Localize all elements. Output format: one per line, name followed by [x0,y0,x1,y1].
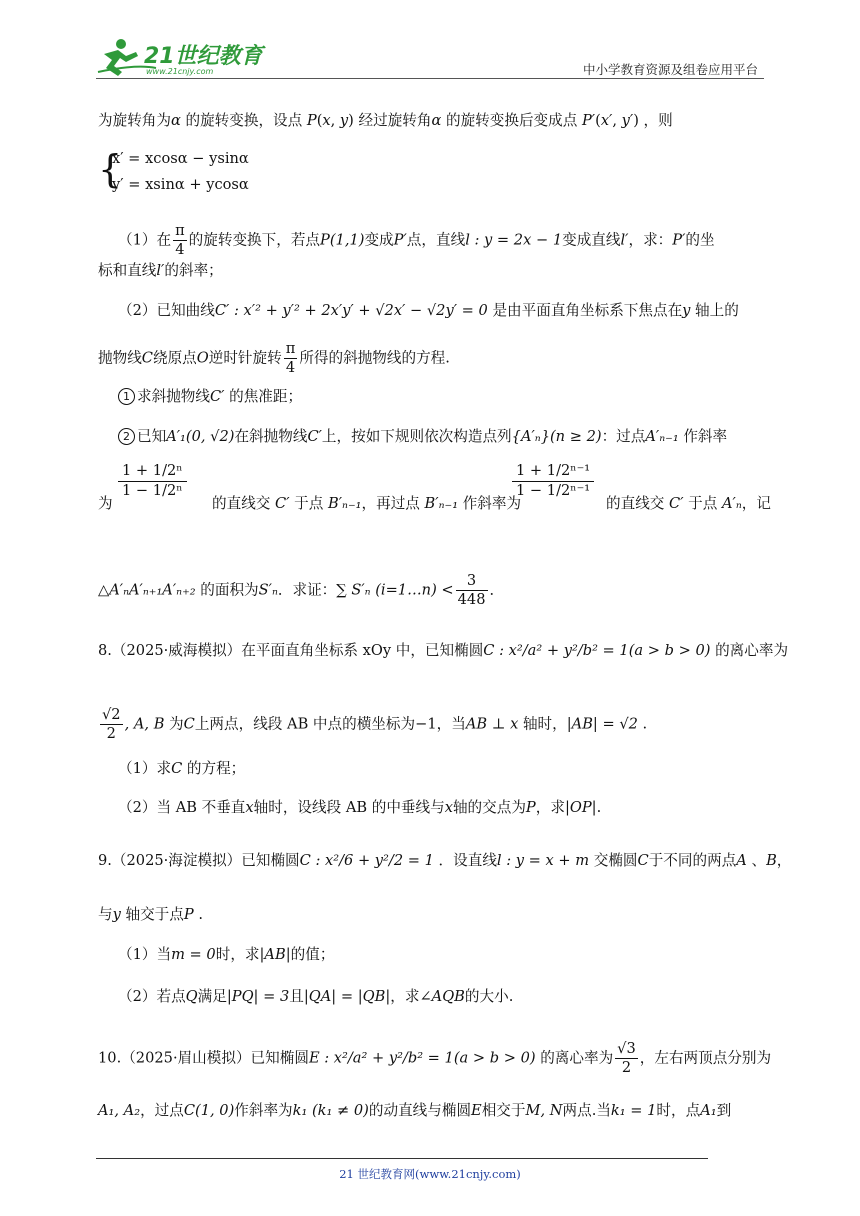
p7-sub2-line2: 的直线交 C′ 于点 B′ₙ₋₁，再过点 B′ₙ₋₁ 作斜率为 [212,495,522,512]
slope-fraction-b: $\frac{\text{1 + 1/2ⁿ⁻¹}}{\text{1 − 1/2ⁿ⁻¹}}$ [512,462,594,499]
site-logo [96,36,266,78]
p7-q2-line1: （2）已知曲线C′ : x′² + y′² + 2x′y′ + √2x′ − √2y′ = 0 是由平面直角坐标系下焦点在y 轴上的 [118,302,739,319]
slope-fraction-a: $\frac{\text{1 + 1/2ⁿ}}{\text{1 − 1/2ⁿ}}$ [118,462,187,499]
logo-text: 21世纪教育 [144,44,263,69]
p8-line2: $\frac{√2}{2}$ , A, B 为C上两点，线段 AB 中点的横坐标为−1，当AB ⊥ x 轴时，|AB| = √2 . [102,706,648,742]
p7-q1-line1: （1）在 $\frac{\pi}{4}$ 的旋转变换下，若点P(1,1)变成P′点，直线l : y = 2x − 1变成直线l′，求：P′的坐 [118,222,715,258]
p10-line2: A₁, A₂，过点C(1, 0)作斜率为k₁ (k₁ ≠ 0)的动直线与椭圆E相交于M, N两点.当k₁ = 1时，点A₁到 [98,1102,732,1119]
runner-logo-icon [96,36,266,78]
p9-q2: （2）若点Q满足|PQ| = 3且|QA| = |QB|，求∠AQB的大小. [118,988,514,1005]
eq-2: y′ = xsinα + ycosα [112,176,249,193]
header-platform-text: 中小学教育资源及组卷应用平台 [582,62,758,77]
p9-line2: 与y 轴交于点P . [98,906,203,923]
p7-sub2-line2b: 的直线交 C′ 于点 A′ₙ，记 [606,495,771,512]
p9-q1: （1）当m = 0时，求|AB|的值； [118,946,335,963]
p7-q2-line2: 抛物线C绕原点O逆时针旋转 $\frac{\pi}{4}$ 所得的斜抛物线的方程. [98,340,450,376]
p9-line1: 9.（2025·海淀模拟）已知椭圆C : x²/6 + y²/2 = 1 ．设直线l : y = x + m 交椭圆C于不同的两点A 、B， [98,852,792,869]
p7-sub2-wei: 为 [98,495,113,512]
footer-divider [96,1158,708,1159]
p8-line1: 8.（2025·威海模拟）在平面直角坐标系 xOy 中，已知椭圆C : x²/a² + y²/b² = 1(a > b > 0) 的离心率为 [98,642,789,659]
header-divider [96,78,764,79]
p8-q1: （1）求C 的方程； [118,760,246,777]
p10-line1: 10.（2025·眉山模拟）已知椭圆E : x²/a² + y²/b² = 1(a > b > 0) 的离心率为 $\frac{√3}{2}$ ，左右两顶点分别为 [98,1040,772,1076]
p7-sub2-line3: △A′ₙA′ₙ₊₁A′ₙ₊₂ 的面积为S′ₙ．求证：∑ S′ₙ (i=1…n) < $\frac{3}{448}$ ． [98,572,505,608]
p8-q2: （2）当 AB 不垂直x轴时，设线段 AB 的中垂线与x轴的交点为P，求|OP|. [118,799,602,816]
p7-q1-line2: 标和直线l′的斜率； [98,262,223,279]
logo-url: www.21cnjy.com [146,67,214,76]
p7-intro: 为旋转角为α 的旋转变换，设点 P(x, y) 经过旋转角α 的旋转变换后变成点 P′(x′, y′) ，则 [98,112,673,129]
p7-sub1: 1 求斜抛物线C′ 的焦准距； [118,386,302,408]
footer-link[interactable]: 21 世纪教育网(www.21cnjy.com) [339,1167,521,1181]
p7-sub2-line1: 2 已知A′₁(0, √2)在斜抛物线C′上，按如下规则依次构造点列{A′ₙ}(n ≥ 2)：过点A′ₙ₋₁ 作斜率 [118,426,727,448]
eq-1: x′ = xcosα − ysinα [112,150,249,167]
